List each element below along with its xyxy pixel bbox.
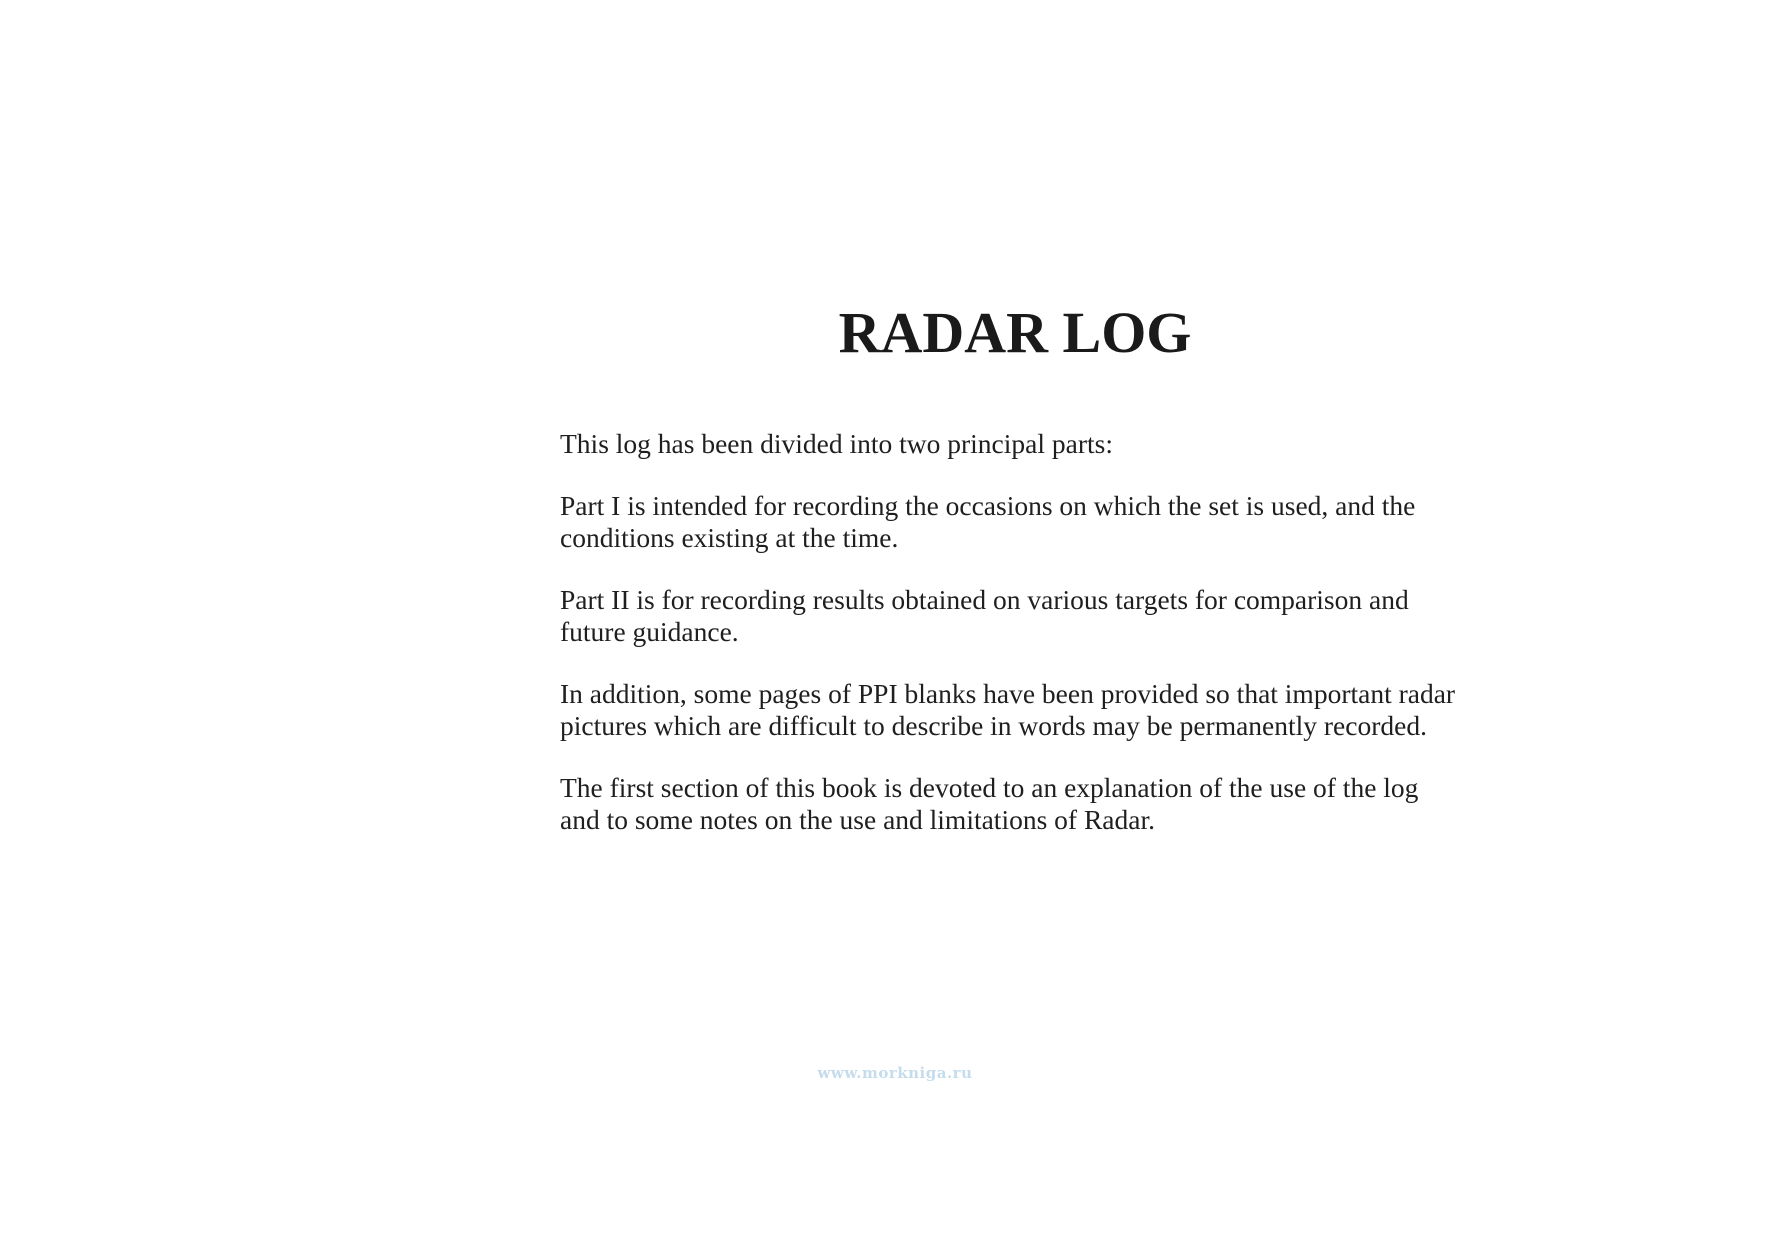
body-text <box>560 428 1460 866</box>
paragraph-ppi-blanks: In addition, some pages of PPI blanks have been provided so that important radar pictures which are difficult to describe in words may be permanently recorded. <box>560 678 1456 741</box>
page-title: RADAR LOG <box>838 300 1192 365</box>
paragraph-part-two: Part II is for recording results obtained on various targets for comparison and future guidance. <box>560 584 1409 647</box>
paragraph-part-one: Part I is intended for recording the occasions on which the set is used, and the conditions existing at the time. <box>560 490 1416 553</box>
title-container <box>820 298 1210 368</box>
paragraph-first-section: The first section of this book is devoted to an explanation of the use of the log and to some notes on the use and limitations of Radar. <box>560 772 1419 835</box>
watermark: www.morkniga.ru <box>817 1064 973 1082</box>
paragraph-intro: This log has been divided into two principal parts: <box>560 428 1113 459</box>
